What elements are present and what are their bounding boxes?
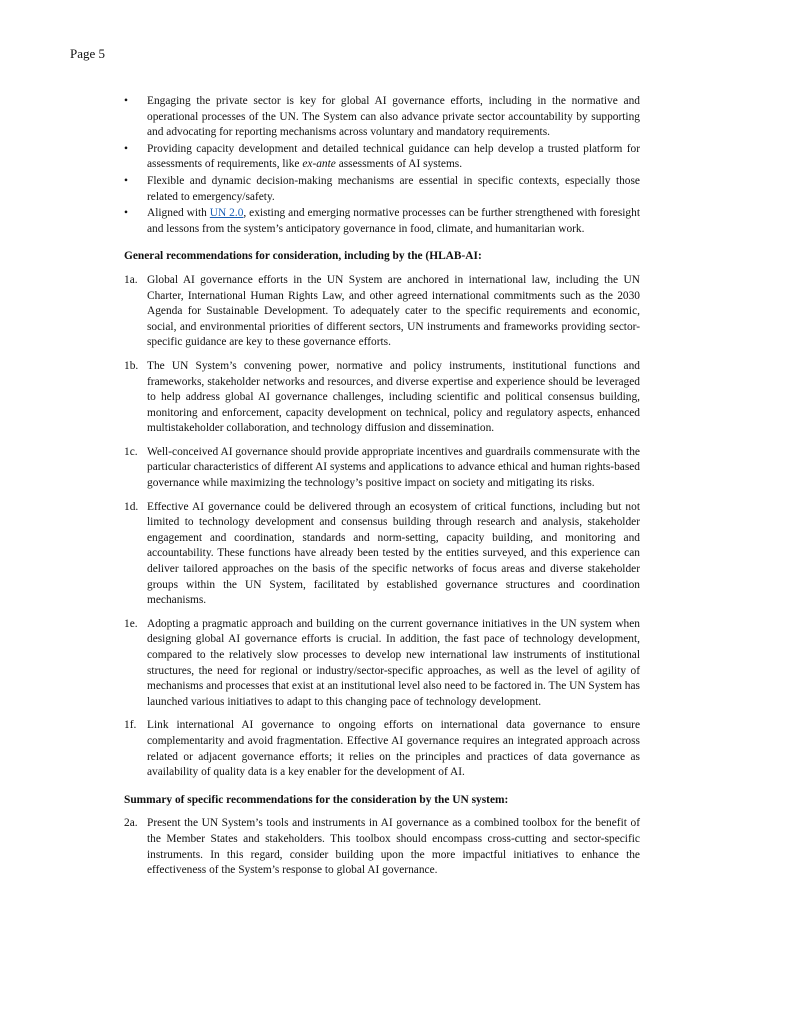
bullet-text: Flexible and dynamic decision-making mechanisms are essential in specific contexts, especially those related to emergency/safety. bbox=[147, 174, 640, 203]
bullet-list bbox=[124, 94, 640, 237]
bullet-item bbox=[124, 206, 640, 237]
recommendation-number: 1d. bbox=[124, 500, 139, 513]
recommendation-text: The UN System’s convening power, normative and policy instruments, institutional functions and frameworks, stakeholder networks and resources, and diverse expertise and experience should be leveraged to help address global AI governance challenges, including scientific and political consensus building, monitoring and enforcement, capacity development on technical, policy and regulatory aspects, enhanced multistakeholder collaboration, and technology diffusion and dissemination. bbox=[147, 359, 640, 435]
page-number: Page 5 bbox=[70, 46, 106, 61]
recommendation-text: Present the UN System’s tools and instruments in AI governance as a combined toolbox for the benefit of the Member States and stakeholders. This toolbox should encompass cross-cutting and sector-specific instruments. In this regard, consider building upon the more impactful initiatives to enhance the effectiveness of the System’s response to global AI governance. bbox=[147, 817, 640, 877]
bullet-text: Engaging the private sector is key for global AI governance efforts, including in the normative and operational processes of the UN. The System can also advance private sector accountability by supporting and advocating for reporting mechanisms across voluntary and mandatory requirements. bbox=[147, 95, 640, 139]
recommendation-text: Effective AI governance could be delivered through an ecosystem of critical functions, including but not limited to technology development and consensus building through research and analysis, stakeholder engagement and coordination, standards and norm-setting, capacity building, and monitoring and accountability. These functions have already been tested by the entities surveyed, and this experience can deliver tailored approaches on the basis of the specific networks of focus areas and diverse stakeholder groups within the UN System, facilitated by established governance structures and coordination mechanisms. bbox=[147, 500, 640, 607]
bullet-text-post: assessments of AI systems. bbox=[335, 158, 463, 171]
specific-recommendations-heading: Summary of specific recommendations for the consideration by the UN system: bbox=[124, 793, 509, 806]
recommendation-text: Adopting a pragmatic approach and building on the current governance initiatives in the UN system when designing global AI governance efforts is crucial. In addition, the fast pace of technology development, compared to the relatively slow processes to develop new international law instruments of institutional structures, the need for regional or industry/sector-specific approaches, as well as the level of agility of mechanisms and processes that exist at an institutional level also need to be factored in. The UN System has launched various initiatives to adapt to this changing pace of technology development. bbox=[147, 617, 640, 708]
bullet-text-post: , existing and emerging normative processes can be further strengthened with foresight and lessons from the system’s anticipatory governance in food, climate, and humanitarian work. bbox=[147, 207, 640, 235]
document-body bbox=[124, 94, 640, 887]
ex-ante-term: ex-ante bbox=[302, 158, 336, 171]
bullet-icon: • bbox=[124, 174, 128, 187]
recommendation-number: 1b. bbox=[124, 359, 139, 372]
bullet-item bbox=[124, 94, 640, 141]
recommendation-number: 2a. bbox=[124, 817, 138, 830]
bullet-item bbox=[124, 142, 640, 173]
general-recommendations-heading: General recommendations for consideration, including by the (HLAB-AI: bbox=[124, 250, 482, 263]
recommendation-1d bbox=[124, 500, 640, 609]
recommendation-2a bbox=[124, 816, 640, 878]
bullet-text-pre: Providing capacity development and detailed technical guidance can help develop a trusted platform for assessments of requirements, like bbox=[147, 142, 640, 171]
recommendation-text: Global AI governance efforts in the UN System are anchored in international law, including the UN Charter, International Human Rights Law, and other agreed international commitments such as the 2030 Agenda for Sustainable Development. To adequately cater to the specific requirements and economic, social, and environmental priorities of different sectors, UN instruments and frameworks providing sector-specific guidance are key to these governance efforts. bbox=[147, 273, 640, 349]
recommendation-number: 1a. bbox=[124, 273, 138, 286]
recommendation-text: Well-conceived AI governance should provide appropriate incentives and guardrails commensurate with the particular characteristics of different AI systems and applications to advance ethical and human rights-based governance while maximizing the technology’s positive impact on society and mitigating its risks. bbox=[147, 445, 640, 490]
recommendation-1a bbox=[124, 273, 640, 351]
recommendation-number: 1e. bbox=[124, 617, 138, 630]
bullet-icon: • bbox=[124, 207, 128, 220]
recommendation-1b bbox=[124, 359, 640, 437]
bullet-icon: • bbox=[124, 95, 128, 107]
recommendation-1c bbox=[124, 445, 640, 492]
bullet-item bbox=[124, 174, 640, 205]
recommendation-1e bbox=[124, 617, 640, 711]
recommendation-number: 1f. bbox=[124, 719, 137, 732]
un-2-0-link[interactable]: UN 2.0 bbox=[209, 207, 244, 220]
recommendation-1f bbox=[124, 718, 640, 780]
recommendation-text: Link international AI governance to ongoing efforts on international data governance to ensure complementarity and avoid fragmentation. Effective AI governance requires an integrated approach across related or adjacent governance efforts; it relies on the principles and practices of data governance as availability of quality data is a key enabler for the development of AI. bbox=[147, 719, 640, 779]
bullet-icon: • bbox=[124, 142, 128, 155]
bullet-text-pre: Aligned with bbox=[147, 207, 210, 220]
recommendation-number: 1c. bbox=[124, 445, 138, 458]
